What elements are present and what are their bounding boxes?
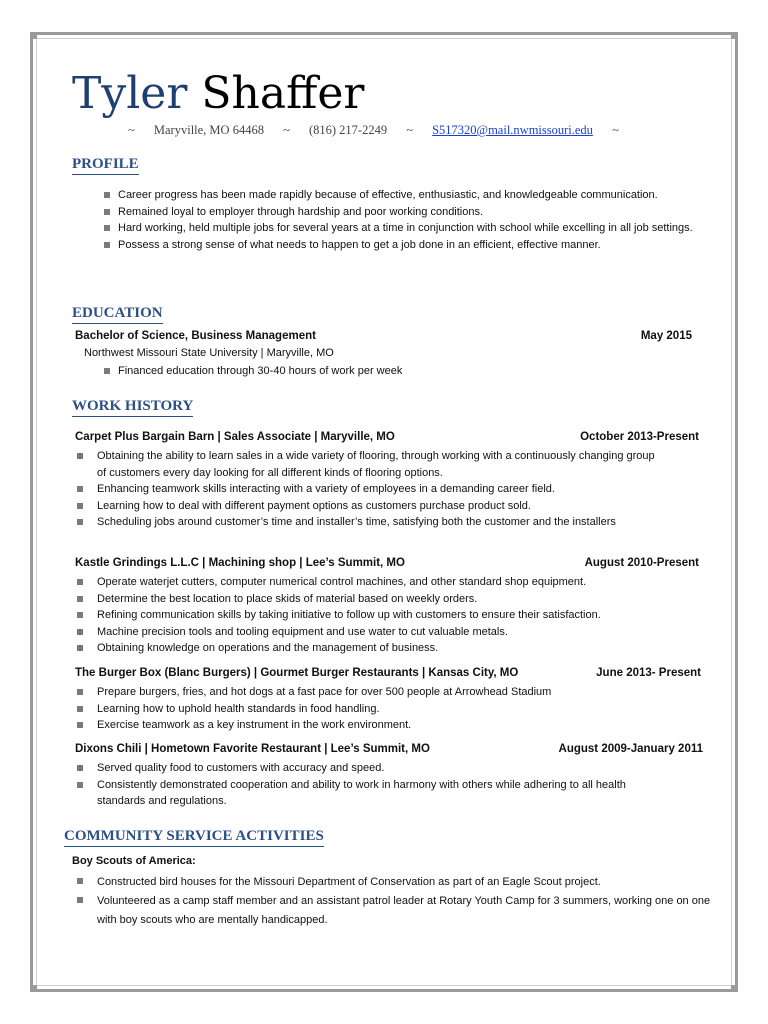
community-list (77, 873, 717, 930)
list-item: Exercise teamwork as a key instrument in the work environment. (77, 717, 697, 734)
education-date: May 2015 (640, 330, 692, 342)
list-item: Hard working, held multiple jobs for several years at a time in conjunction with school while excelling in all job settings. (104, 220, 704, 237)
job-duties-list (77, 574, 697, 657)
education-list (104, 363, 704, 380)
list-item: Volunteered as a camp staff member and an assistant patrol leader at Rotary Youth Camp for 3 summers, working one on one with boy scouts who are mentally handicapped. (77, 892, 717, 930)
list-item: Operate waterjet cutters, computer numerical control machines, and other standard shop equipment. (77, 574, 697, 591)
list-item: Machine precision tools and tooling equipment and use water to cut valuable metals. (77, 624, 697, 641)
border-corner (30, 985, 37, 992)
section-title-community-service: COMMUNITY SERVICE ACTIVITIES (64, 827, 324, 847)
list-item: Remained loyal to employer through hardship and poor working conditions. (104, 204, 704, 221)
list-item: Possess a strong sense of what needs to happen to get a job done in an efficient, effective manner. (104, 237, 704, 254)
list-item: Determine the best location to place skids of material based on weekly orders. (77, 591, 697, 608)
education-school: Northwest Missouri State University | Maryville, MO (84, 347, 334, 359)
list-item: Learning how to uphold health standards in food handling. (77, 701, 697, 718)
education-degree: Bachelor of Science, Business Management (75, 330, 316, 342)
job-title: Carpet Plus Bargain Barn | Sales Associate | Maryville, MO (75, 431, 395, 443)
contact-phone: (816) 217-2249 (308, 123, 388, 137)
community-organization: Boy Scouts of America: (72, 855, 196, 867)
list-item: Enhancing teamwork skills interacting with a variety of employees in a demanding career field. (77, 481, 657, 498)
first-name: Tyler (72, 68, 188, 119)
list-item: Learning how to deal with different payment options as customers purchase product sold. (77, 498, 657, 515)
job-duties-list (77, 684, 697, 734)
job-duties-list (77, 760, 652, 810)
contact-line (128, 123, 619, 138)
list-item: Served quality food to customers with accuracy and speed. (77, 760, 652, 777)
job-date: October 2013-Present (580, 431, 699, 443)
section-title-education: EDUCATION (72, 304, 163, 324)
border-corner (731, 32, 738, 39)
job-title: Dixons Chili | Hometown Favorite Restaurant | Lee’s Summit, MO (75, 743, 430, 755)
job-duties-list (77, 448, 657, 531)
border-corner (731, 985, 738, 992)
section-title-profile: PROFILE (72, 155, 139, 175)
job-date: August 2010-Present (584, 557, 699, 569)
list-item: Constructed bird houses for the Missouri Department of Conservation as part of an Eagle Scout project. (77, 873, 717, 892)
contact-separator: ~ (612, 123, 619, 137)
job-date: June 2013- Present (596, 667, 701, 679)
profile-list (104, 187, 704, 253)
list-item: Career progress has been made rapidly because of effective, enthusiastic, and knowledgeable communication. (104, 187, 704, 204)
contact-email-link[interactable]: S517320@mail.nwmissouri.edu (432, 123, 593, 137)
contact-location: Maryville, MO 64468 (153, 123, 264, 137)
contact-separator: ~ (406, 123, 413, 137)
list-item: Financed education through 30-40 hours of work per week (104, 363, 704, 380)
list-item: Scheduling jobs around customer’s time and installer’s time, satisfying both the customer and the installers (77, 514, 657, 531)
job-title: Kastle Grindings L.L.C | Machining shop | Lee’s Summit, MO (75, 557, 405, 569)
list-item: Obtaining knowledge on operations and the management of business. (77, 640, 697, 657)
resume-name (72, 66, 364, 122)
contact-separator: ~ (283, 123, 290, 137)
job-title: The Burger Box (Blanc Burgers) | Gourmet Burger Restaurants | Kansas City, MO (75, 667, 519, 679)
section-title-work-history: WORK HISTORY (72, 397, 193, 417)
list-item: Obtaining the ability to learn sales in a wide variety of flooring, through working with a continuously changing group of customers every day looking for all different kinds of flooring options. (77, 448, 657, 481)
list-item: Refining communication skills by taking initiative to follow up with customers to ensure their satisfaction. (77, 607, 697, 624)
list-item: Prepare burgers, fries, and hot dogs at a fast pace for over 500 people at Arrowhead Stadium (77, 684, 697, 701)
job-date: August 2009-January 2011 (558, 743, 703, 755)
contact-separator: ~ (128, 123, 135, 137)
last-name: Shaffer (201, 68, 365, 119)
list-item: Consistently demonstrated cooperation and ability to work in harmony with others while adhering to all health standards and regulations. (77, 777, 652, 810)
border-corner (30, 32, 37, 39)
